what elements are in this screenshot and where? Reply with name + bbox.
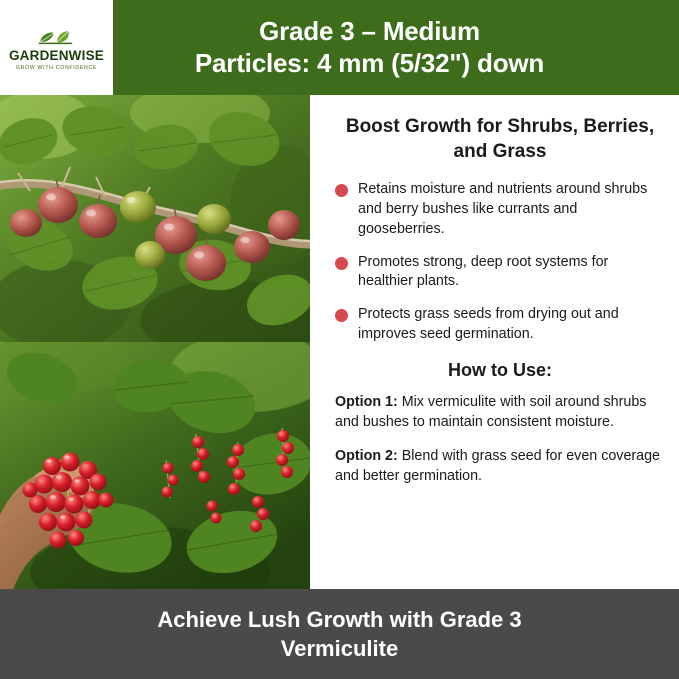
option-1 xyxy=(335,393,665,432)
content-heading: Boost Growth for Shrubs, Berries, and Grass xyxy=(345,116,655,162)
bullet-dot-icon xyxy=(335,309,348,322)
image-column xyxy=(0,95,310,589)
bullet-dot-icon xyxy=(335,184,348,197)
header-title-line2: Particles: 4 mm (5/32") down xyxy=(194,47,545,78)
brand-logo xyxy=(0,0,113,95)
option-2 xyxy=(335,447,665,486)
header-title-line1: Grade 3 – Medium xyxy=(259,15,480,46)
content-column xyxy=(313,95,679,589)
body-section xyxy=(0,95,679,589)
brand-tagline: GROW WITH CONFIDENCE xyxy=(15,64,98,71)
list-item-text: Retains moisture and nutrients around shrubs and berry bushes like currants and gooseberries. xyxy=(358,181,648,237)
list-item-text: Promotes strong, deep root systems for healthier plants. xyxy=(358,253,609,290)
benefits-list xyxy=(335,180,665,344)
header-banner xyxy=(0,0,679,95)
footer-line1: Achieve Lush Growth with Grade 3 xyxy=(157,606,522,632)
option-1-text: Mix vermiculite with soil around shrubs and bushes to maintain consistent moisture. xyxy=(335,394,647,431)
how-to-use-heading: How to Use: xyxy=(447,360,552,381)
option-1-label: Option 1: xyxy=(335,394,398,411)
brand-name: GARDENWISE xyxy=(8,47,104,63)
redcurrant-hand-photo xyxy=(0,342,310,589)
option-2-text: Blend with grass seed for even coverage and better germination. xyxy=(335,447,661,484)
footer-banner xyxy=(0,589,679,679)
option-2-label: Option 2: xyxy=(335,447,398,464)
list-item xyxy=(335,305,665,344)
footer-line2: Vermiculite xyxy=(280,636,399,661)
leaf-icon xyxy=(34,29,80,47)
list-item xyxy=(335,253,665,292)
header-title xyxy=(195,16,544,79)
list-item-text: Protects grass seeds from drying out and improves seed germination. xyxy=(358,305,619,342)
list-item xyxy=(335,180,665,239)
gooseberry-branch-photo xyxy=(0,95,310,342)
bullet-dot-icon xyxy=(335,257,348,270)
footer-tagline xyxy=(117,605,561,663)
